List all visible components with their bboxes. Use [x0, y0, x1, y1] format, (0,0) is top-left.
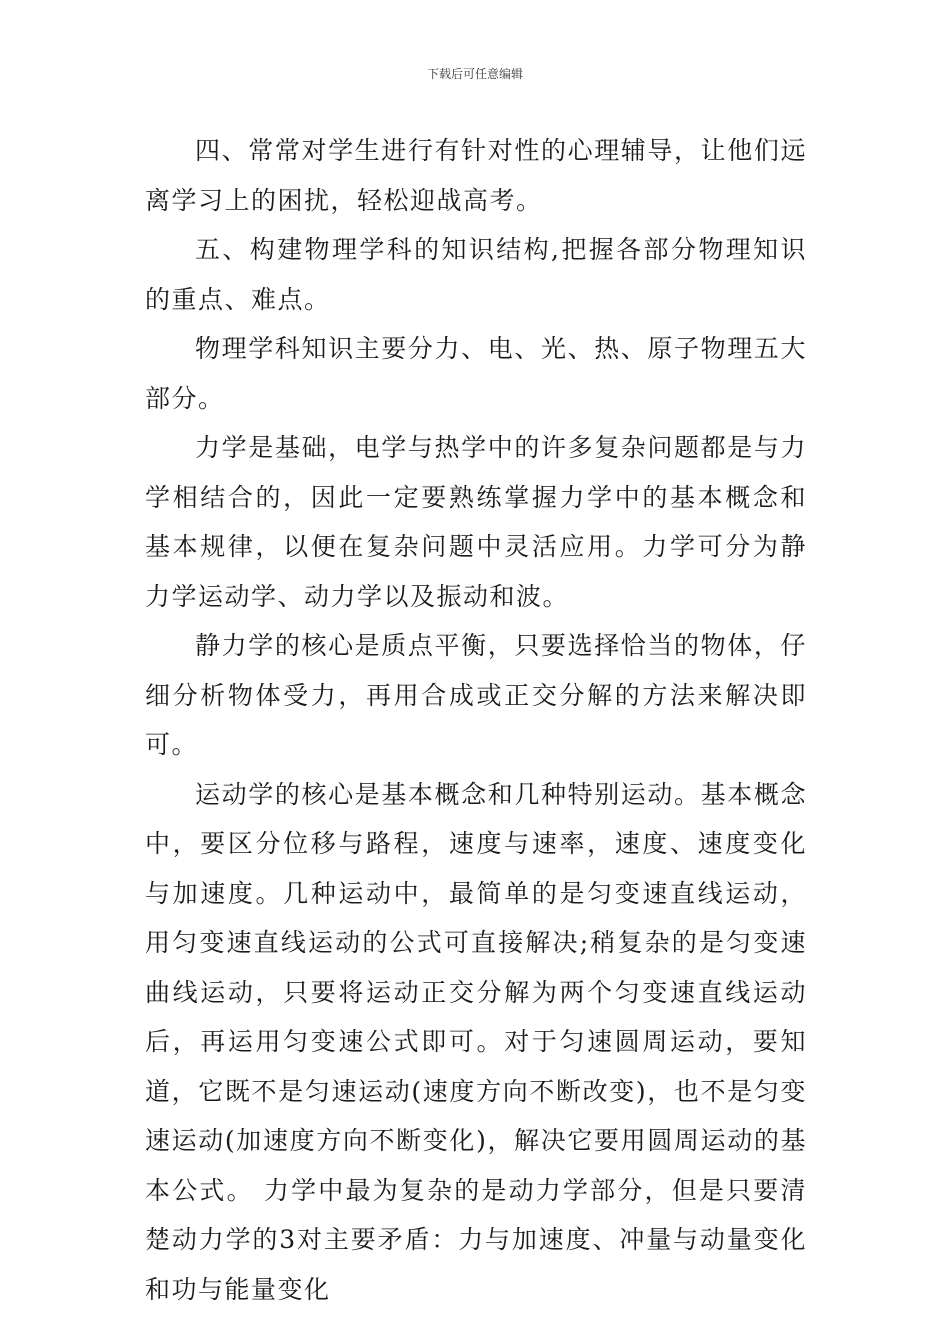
document-body	[145, 126, 807, 1314]
paragraph-statics: 静力学的核心是质点平衡，只要选择恰当的物体，仔细分析物体受力，再用合成或正交分解的方法来解决即可。	[145, 631, 807, 759]
paragraph-knowledge-structure: 五、构建物理学科的知识结构,把握各部分物理知识的重点、难点。	[145, 235, 807, 314]
paragraph-mechanics-basis: 力学是基础，电学与热学中的许多复杂问题都是与力学相结合的，因此一定要熟练掌握力学中的基本概念和基本规律，以便在复杂问题中灵活应用。力学可分为静力学运动学、动力学以及振动和波。	[145, 433, 807, 611]
paragraph-kinematics: 运动学的核心是基本概念和几种特别运动。基本概念中，要区分位移与路程，速度与速率，速度、速度变化与加速度。几种运动中，最简单的是匀变速直线运动，用匀变速直线运动的公式可直接解决;稍复杂的是匀变速曲线运动，只要将运动正交分解为两个匀变速直线运动后，再运用匀变速公式即可。对于匀速圆周运动，要知道，它既不是匀速运动(速度方向不断改变)，也不是匀变速运动(加速度方向不断变化)，解决它要用圆周运动的基本公式。 力学中最为复杂的是动力学部分，但是只要清楚动力学的3对主要矛盾：力与加速度、冲量与动量变化和功与能量变化	[145, 779, 807, 1304]
paragraph-five-parts: 物理学科知识主要分力、电、光、热、原子物理五大部分。	[145, 334, 807, 413]
paragraph-psychological-counseling: 四、常常对学生进行有针对性的心理辅导，让他们远离学习上的困扰，轻松迎战高考。	[145, 136, 807, 215]
page-header: 下载后可任意编辑	[426, 67, 523, 81]
